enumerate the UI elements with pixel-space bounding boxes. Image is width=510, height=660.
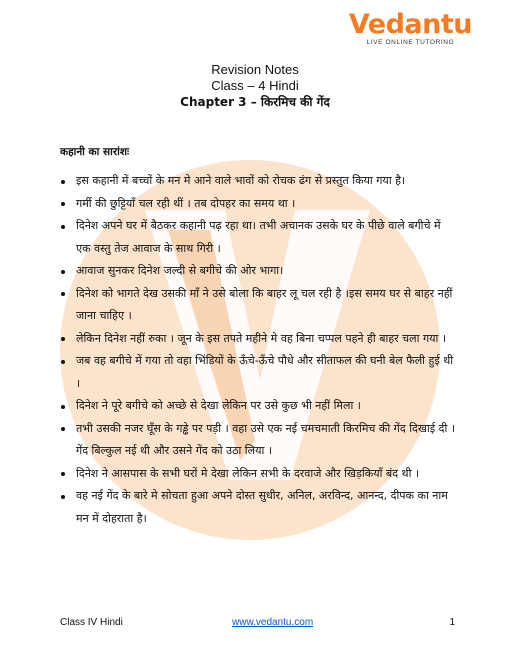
bullet-item: इस कहानी में बच्चों के मन मे आने वाले भावों को रोचक ढंग से प्रस्तुत किया गया है।	[60, 170, 455, 193]
vedantu-logo	[349, 10, 472, 46]
class-title: Class – 4 Hindi	[211, 78, 299, 93]
document-header	[0, 62, 510, 110]
summary-bullet-list	[60, 170, 455, 530]
bullet-item: जब वह बगीचे में गया तो वहा भिंडियों के ऊँचे-ऊँचे पौधे और सीताफल की घनी बेल फैली हुई थी ।	[60, 350, 455, 395]
bullet-item: लेकिन दिनेश नहीं रुका । जून के इस तपते महीने मे वह बिना चप्पल पहने ही बाहर चला गया ।	[60, 328, 455, 351]
bullet-item: दिनेश ने आसपास के सभी घरों मे देखा लेकिन सभी के दरवाजे और खिड़कियाँ बंद थी ।	[60, 463, 455, 486]
bullet-item: गर्मी की छुट्टियाँ चल रही थीं । तब दोपहर का समय था ।	[60, 193, 455, 216]
logo-tagline: LIVE ONLINE TUTORING	[366, 39, 455, 46]
doc-type-title: Revision Notes	[211, 62, 299, 77]
bullet-item: दिनेश को भागते देख उसकी माँ ने उसे बोला कि बाहर लू चल रही है ।इस समय घर से बाहर नहीं जाना चाहिए ।	[60, 283, 455, 328]
bullet-item: दिनेश ने पूरे बगीचे को अच्छे से देखा लेकिन पर उसे कुछ भी नहीं मिला ।	[60, 395, 455, 418]
footer-website-link[interactable]: www.vedantu.com	[232, 617, 314, 628]
bullet-item: दिनेश अपने घर में बैठकर कहानी पढ़ रहा था। तभी अचानक उसके घर के पीछे वाले बगीचे में एक वस्तु तेज आवाज के साथ गिरी ।	[60, 215, 455, 260]
page-number: 1	[449, 617, 455, 628]
logo-wordmark: Vedantu	[348, 9, 472, 40]
footer-class-label: Class IV Hindi	[60, 617, 123, 628]
bullet-item: तभी उसकी नजर घूँस के गड्ढे पर पड़ी । वहा उसे एक नई चमचमाती किरमिच की गेंद दिखाई दी । गेंद बिल्कुल नई थी और उसने गेंद को उठा लिया ।	[60, 418, 455, 463]
summary-heading: कहानी का सारांशः	[60, 146, 130, 158]
chapter-title: Chapter 3 – किरमिच की गेंद	[180, 95, 330, 109]
bullet-item: वह नई गेंद के बारे मे सोचता हुआ अपने दोस्त सुधीर, अनिल, अरविन्द, आनन्द, दीपक का नाम मन में दोहराता है।	[60, 485, 455, 530]
bullet-item: आवाज सुनकर दिनेश जल्दी से बगीचे की ओर भागा।	[60, 260, 455, 283]
